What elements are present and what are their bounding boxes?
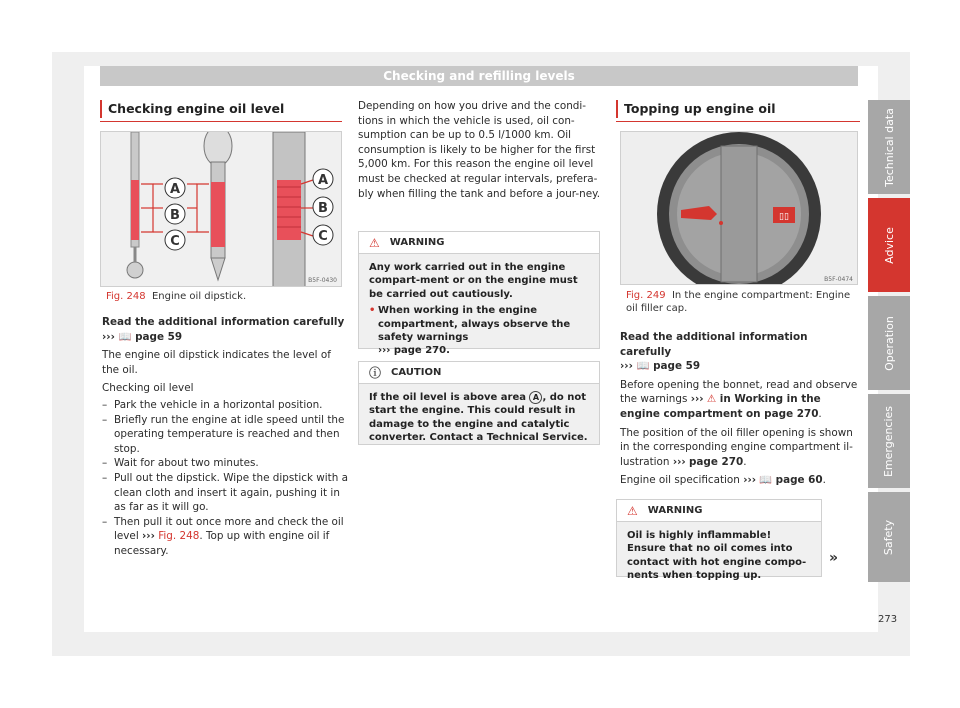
read-more-right: Read the additional information carefully ››› 📖 page 59 <box>620 331 808 373</box>
figure-caption-text: In the engine compartment: Engine oil filler cap. <box>626 290 851 314</box>
svg-text:▯▯: ▯▯ <box>779 212 789 222</box>
label-c-right: C <box>318 229 328 244</box>
book-icon: 📖 <box>636 360 650 373</box>
warning-icon: ⚠ <box>369 235 380 250</box>
book-icon: 📖 <box>118 330 132 343</box>
figure-oil-cap <box>620 131 858 285</box>
tab-technical-data[interactable]: Technical data <box>868 100 910 194</box>
left-text-column <box>102 315 348 559</box>
bonnet-paragraph: Before opening the bonnet, read and observe the warnings ››› ⚠ in Working in the engine compartment on page 270. <box>620 378 858 420</box>
warning-box-middle <box>358 231 600 357</box>
oil-cap-illustration <box>621 132 858 285</box>
read-more-left: Read the additional information carefully ››› 📖 page 59 <box>102 316 345 343</box>
read-more-link[interactable]: page 59 <box>135 330 183 343</box>
caution-title: CAUTION <box>391 366 442 378</box>
figure-code: B5F-0430 <box>308 277 337 284</box>
step: – Wait for about two minutes. <box>102 457 259 470</box>
subhead: Checking oil level <box>102 382 194 395</box>
continued-icon: » <box>829 550 839 566</box>
read-more-link[interactable]: page 59 <box>653 360 701 373</box>
info-icon: ⓘ <box>369 365 382 380</box>
section-marker <box>100 100 102 118</box>
fig-248-link[interactable]: Fig. 248 <box>158 530 200 543</box>
warning-text: Oil is highly inflammable! Ensure that no oil comes into contact with hot engine compo-nents when topping up. <box>627 530 807 582</box>
figure-caption-text: Engine oil dipstick. <box>151 291 247 302</box>
warning-text: Any work carried out in the engine compart-ment or on the engine must be carried out cautiously. <box>369 262 578 300</box>
step: – Then pull it out once more and check the oil level ››› Fig. 248. Top up with engine oil if necessary. <box>102 515 344 557</box>
spec-paragraph: Engine oil specification ››› 📖 page 60. <box>620 474 826 487</box>
intro-text: The engine oil dipstick indicates the level of the oil. <box>102 349 331 376</box>
warning-title: WARNING <box>389 236 445 248</box>
warning-icon: ⚠ <box>627 503 638 518</box>
tab-operation[interactable]: Operation <box>868 296 910 390</box>
right-text-column <box>620 330 860 492</box>
label-b-left: B <box>170 208 180 223</box>
area-a-mark: A <box>529 391 542 404</box>
figure-number: Fig. 248 <box>106 291 146 302</box>
tab-safety[interactable]: Safety <box>868 492 910 582</box>
section-rule <box>616 121 860 122</box>
caution-box: ⓘ CAUTION If the oil level is above area A , do not start the engine. This could result in damage to the engine and catalytic converter. Contact a Technical Service. <box>358 361 600 445</box>
figure-caption-248 <box>106 290 342 303</box>
book-icon: 📖 <box>759 474 773 487</box>
figure-caption-249 <box>626 289 858 315</box>
step: – Briefly run the engine at idle speed until the operating temperature is reached and then stop. <box>102 413 345 455</box>
page-number: 273 <box>878 614 898 625</box>
page-270-link[interactable]: page 270 <box>393 345 447 357</box>
tab-emergencies[interactable]: Emergencies <box>868 394 910 488</box>
section-title-checking: Checking engine oil level <box>108 101 285 116</box>
warning-ref-link[interactable]: in Working in the engine compartment on page 270 <box>620 393 821 420</box>
section-rule <box>100 121 342 122</box>
section-marker <box>616 100 618 118</box>
step: – Pull out the dipstick. Wipe the dipstick with a clean cloth and insert it again, pushing it in as far as it will go. <box>102 471 348 514</box>
warning-box-right <box>616 499 822 582</box>
figure-code: B5F-0474 <box>824 276 853 283</box>
warning-title: WARNING <box>647 504 703 516</box>
figure-dipstick <box>100 131 342 287</box>
page-270-link[interactable]: page 270 <box>688 455 744 468</box>
filler-paragraph: The position of the oil filler opening is shown in the corresponding engine compartment il-lustration ››› page 270. <box>620 426 853 468</box>
label-a-left: A <box>169 182 181 197</box>
warning-icon: ⚠ <box>706 393 717 406</box>
label-b-right: B <box>318 201 328 216</box>
warning-bullet: • When working in the engine compartment, always observe the safety warnings ››› page 270. <box>369 305 571 357</box>
label-a-right: A <box>317 173 329 188</box>
page-60-link[interactable]: page 60 <box>775 474 823 487</box>
chapter-header: Checking and refilling levels <box>100 66 858 86</box>
dipstick-illustration <box>101 132 342 287</box>
middle-paragraph: Depending on how you drive and the condi-tions in which the vehicle is used, oil con-sumption can be up to 0.5 l/1000 km. Oil consumption is likely to be higher for the first 5,000 km. For this reason the engine oil level must be checked at regular intervals, prefera-bly when filling the tank and before a jour-ney. <box>358 100 601 200</box>
figure-number: Fig. 249 <box>626 290 666 301</box>
tab-advice[interactable]: Advice <box>868 198 910 292</box>
step: – Park the vehicle in a horizontal position. <box>102 398 323 411</box>
section-title-topping: Topping up engine oil <box>624 101 776 116</box>
label-c-left: C <box>170 234 180 249</box>
